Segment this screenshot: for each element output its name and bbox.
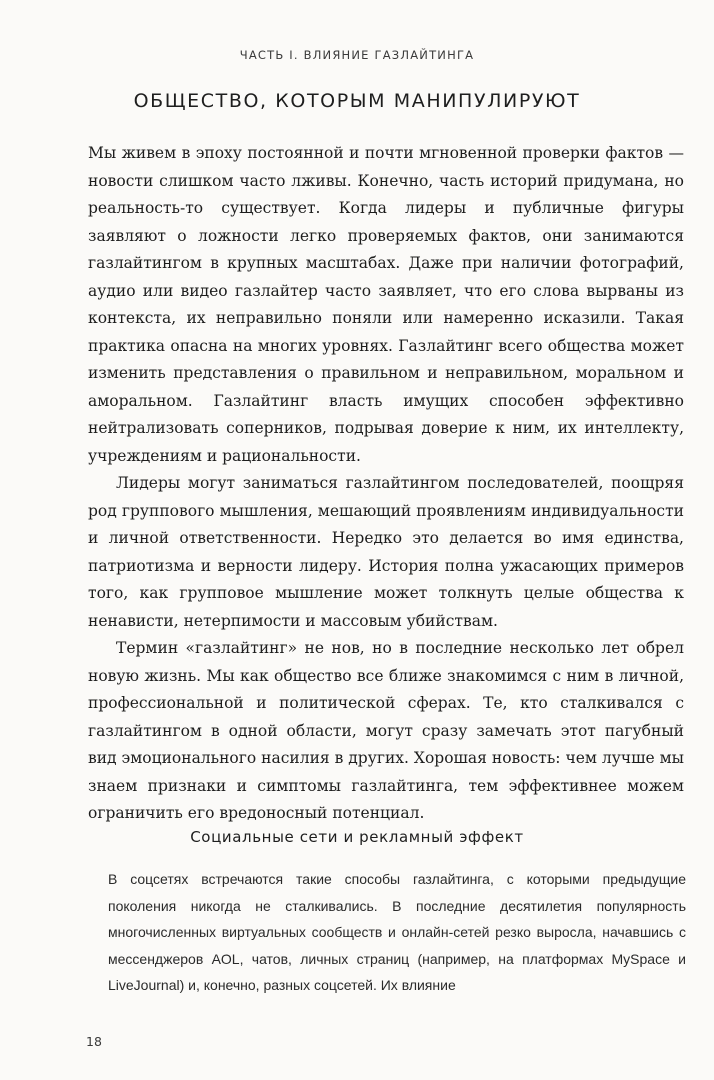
section-heading: Социальные сети и рекламный эффект [190,828,524,846]
section-text-block [108,866,686,999]
section-paragraph: В соцсетях встречаются такие способы газлайтинга, с которыми предыдущие поколения никогда не сталкивались. В последние десятилетия популярность многочисленных виртуальных сообществ и онлайн-сетей резко выросла, начавшись с мессенджеров AOL, чатов, личных страниц (например, на платформах MySpace и LiveJournal) и, конечно, разных соцсетей. Их влияние [108,871,686,993]
paragraph-2: Лидеры могут заниматься газлайтингом последователей, поощряя род группового мышления, мешающий проявлениям индивидуальности и личной ответственности. Нередко это делается во имя единства, патриотизма и верности лидеру. История полна ужасающих примеров того, как групповое мышление может толкнуть целые общества к ненависти, нетерпимости и массовым убийствам. [88,474,684,630]
paragraph-3: Термин «газлайтинг» не нов, но в последние несколько лет обрел новую жизнь. Мы как общество все ближе знакомимся с ним в личной, профессиональной и политической сферах. Те, кто сталкивался с газлайтингом в одной области, могут сразу замечать этот пагубный вид эмоционального насилия в других. Хорошая новость: чем лучше мы знаем признаки и симптомы газлайтинга, тем эффективнее можем ограничить его вредоносный потенциал. [88,639,684,822]
running-head: ЧАСТЬ I. ВЛИЯНИЕ ГАЗЛАЙТИНГА [239,48,475,62]
body-text [88,140,684,828]
paragraph-1: Мы живем в эпоху постоянной и почти мгновенной проверки фактов — новости слишком часто лживы. Конечно, часть историй придумана, но реальность-то существует. Когда лидеры и публичные фигуры заявляют о ложности легко проверяемых фактов, они занимаются газлайтингом в крупных масштабах. Даже при наличии фотографий, аудио или видео газлайтер часто заявляет, что его слова вырваны из контекста, их неправильно поняли или намеренно исказили. Такая практика опасна на многих уровнях. Газлайтинг всего общества может изменить представления о правильном и неправильном, моральном и аморальном. Газлайтинг власть имущих способен эффективно нейтрализовать соперников, подрывая доверие к ним, их интеллекту, учреждениям и рациональности. [88,144,684,465]
page-number: 18 [86,1034,102,1049]
chapter-title: ОБЩЕСТВО, КОТОРЫМ МАНИПУЛИРУЮТ [133,90,581,112]
